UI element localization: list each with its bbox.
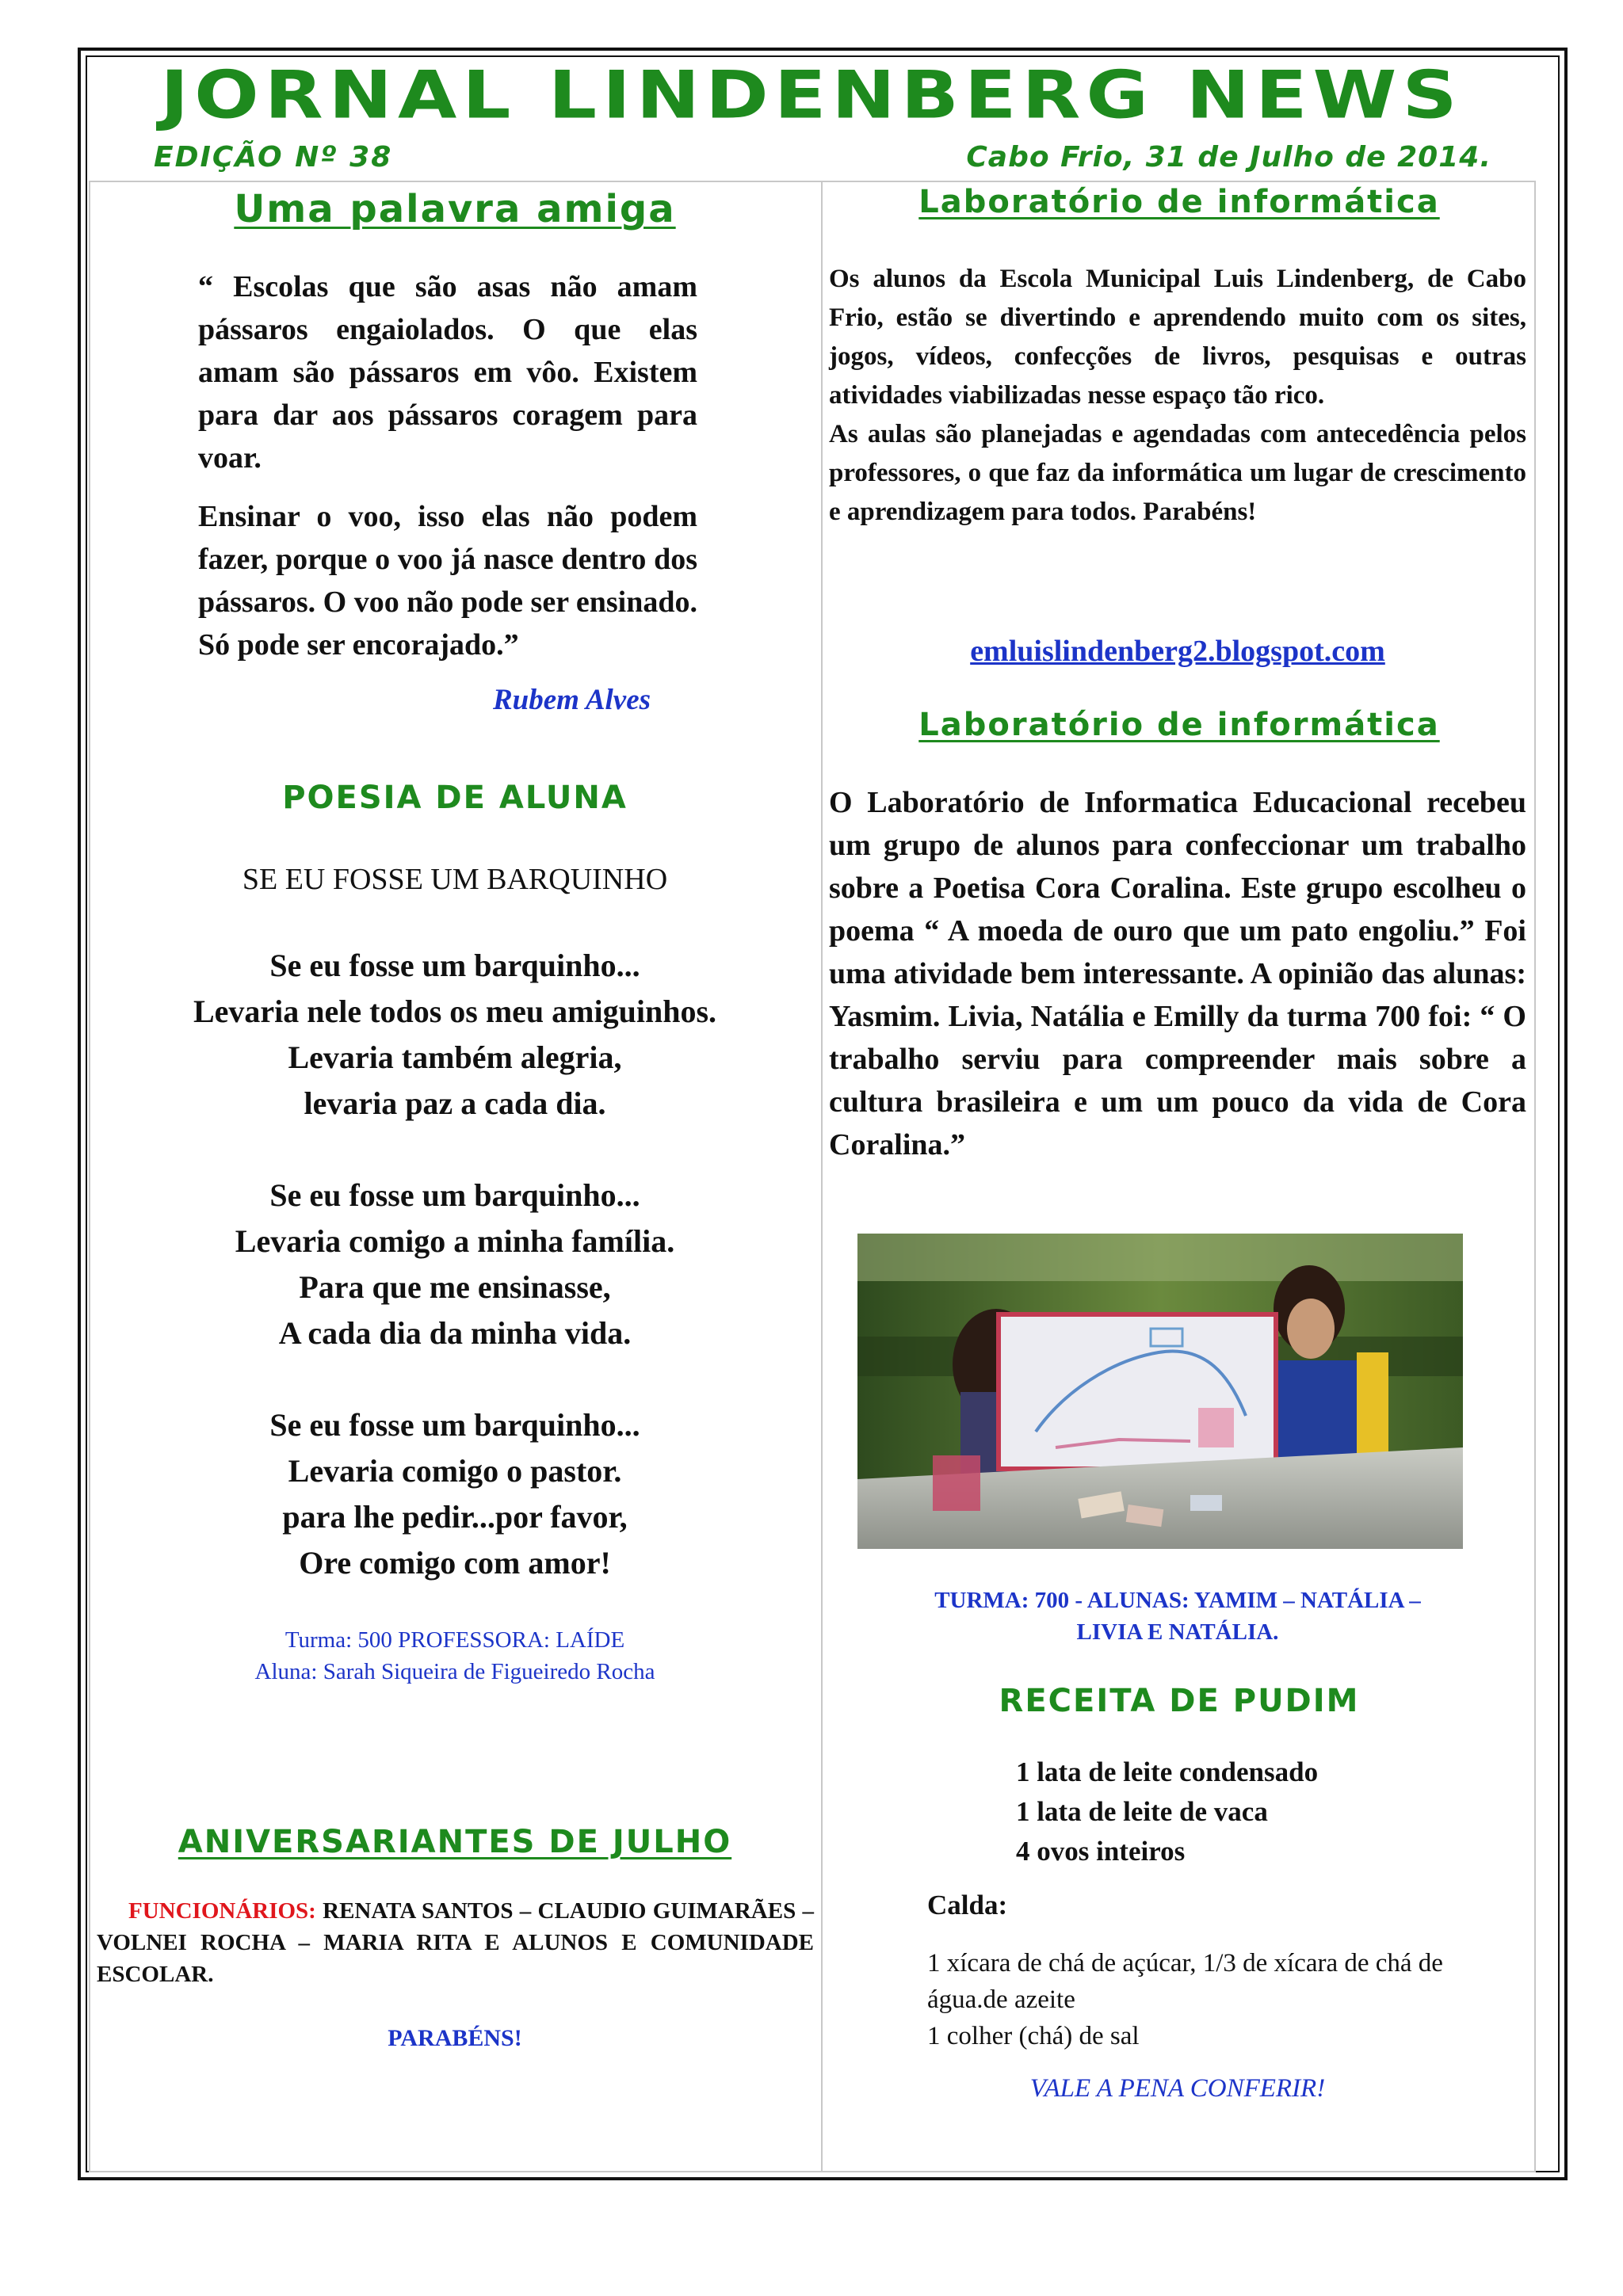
edition-number: EDIÇÃO Nº 38 — [154, 141, 393, 174]
poem-line: para lhe pedir...por favor, — [282, 1499, 628, 1535]
ingredient-item: 1 lata de leite condensado — [1016, 1756, 1319, 1787]
birthday-list — [97, 1895, 814, 1990]
section-title-laboratorio-1: Laboratório de informática — [918, 184, 1440, 220]
poem-line: Levaria comigo o pastor. — [288, 1453, 622, 1489]
poem-stanza-1 — [89, 943, 821, 1127]
calda-line: 1 colher (chá) de sal — [927, 2022, 1140, 2050]
column-divider — [821, 181, 823, 2172]
closing-text: VALE A PENA CONFERIR! — [1029, 2074, 1326, 2103]
poem-line: Se eu fosse um barquinho... — [269, 1177, 640, 1213]
poem-line: levaria paz a cada dia. — [304, 1085, 606, 1121]
section-title-aniversariantes: ANIVERSARIANTES DE JULHO — [178, 1824, 732, 1860]
poem-line: Se eu fosse um barquinho... — [269, 1407, 640, 1443]
poem-line: Se eu fosse um barquinho... — [269, 948, 640, 983]
staff-names: RENATA SANTOS – CLAUDIO GUIMARÃES – VOLNEI ROCHA – MARIA RITA E ALUNOS E COMUNIDADE ESCOLAR. — [97, 1898, 814, 1987]
poem-stanza-2 — [89, 1173, 821, 1356]
poem-line: Ore comigo com amor! — [299, 1545, 611, 1581]
calda-instructions — [927, 1945, 1529, 2054]
section-title-receita: RECEITA DE PUDIM — [999, 1683, 1360, 1719]
calda-line: 1 xícara de chá de açúcar, 1/3 de xícara de chá de água.de azeite — [927, 1949, 1443, 2014]
quote-author: Rubem Alves — [493, 684, 651, 716]
lab-paragraph-1b: As aulas são planejadas e agendadas com antecedência pelos professores, o que faz da informática um lugar de crescimento e aprendizagem para todos. Parabéns! — [829, 420, 1526, 526]
ingredient-list — [1016, 1753, 1318, 1871]
blog-link[interactable]: emluislindenberg2.blogspot.com — [970, 635, 1385, 668]
newspaper-title: JORNAL LINDENBERG NEWS — [160, 56, 1463, 134]
poem-credits — [89, 1624, 821, 1688]
congrats-text: PARABÉNS! — [388, 2025, 522, 2051]
photo-caption-line-1: TURMA: 700 - ALUNAS: YAMIM – NATÁLIA – — [934, 1588, 1421, 1613]
photo-caption-line-2: LIVIA E NATÁLIA. — [1076, 1619, 1279, 1645]
quote-paragraph-1: “ Escolas que são asas não amam pássaros engaiolados. O que elas amam são pássaros em vôo. Existem para dar aos pássaros coragem para voar. — [198, 270, 697, 475]
poem-class: Turma: 500 PROFESSORA: LAÍDE — [285, 1627, 625, 1653]
section-title-palavra-amiga: Uma palavra amiga — [234, 187, 676, 231]
poem-line: Levaria nele todos os meu amiguinhos. — [193, 994, 717, 1029]
lab-paragraph-1a: Os alunos da Escola Municipal Luis Lindenberg, de Cabo Frio, estão se divertindo e aprendendo muito com os sites, jogos, vídeos, confecções de livros, pesquisas e outras atividades viabilizadas nesse espaço tão rico. — [829, 265, 1526, 410]
class-photo — [857, 1234, 1463, 1549]
dateline: Cabo Frio, 31 de Julho de 2014. — [966, 141, 1491, 174]
lab-paragraph-2: O Laboratório de Informatica Educacional recebeu um grupo de alunos para confeccionar um trabalho sobre a Poetisa Cora Coralina. Este grupo escolheu o poema “ A moeda de ouro que um pato engoliu.” Foi uma atividade bem interessante. A opinião das alunas: Yasmim. Livia, Natália e Emilly da turma 700 foi: “ O trabalho serviu para compreender mais sobre a cultura brasileira e um um pouco da vida de Cora Coralina.” — [829, 786, 1526, 1161]
poem-line: Levaria comigo a minha família. — [235, 1223, 675, 1259]
section-title-laboratorio-2: Laboratório de informática — [918, 707, 1440, 743]
poem-line: A cada dia da minha vida. — [278, 1315, 632, 1351]
lab-paragraph-1 — [829, 260, 1526, 532]
poem-student: Aluna: Sarah Siqueira de Figueiredo Rocha — [254, 1659, 655, 1684]
section-title-poesia: POESIA DE ALUNA — [282, 780, 628, 816]
calda-label: Calda: — [927, 1890, 1008, 1920]
photo-caption — [829, 1585, 1526, 1648]
poem-stanza-3 — [89, 1402, 821, 1586]
quote-paragraph-2: Ensinar o voo, isso elas não podem fazer, porque o voo já nasce dentro dos pássaros. O voo não pode ser ensinado. Só pode ser encorajado.” — [198, 500, 697, 662]
staff-label: FUNCIONÁRIOS: — [128, 1898, 316, 1924]
ingredient-item: 4 ovos inteiros — [1016, 1836, 1186, 1867]
poem-line: Para que me ensinasse, — [299, 1269, 611, 1305]
quote-block — [198, 265, 697, 682]
poem-line: Levaria também alegria, — [288, 1039, 622, 1075]
ingredient-item: 1 lata de leite de vaca — [1016, 1796, 1268, 1827]
poem-title: SE EU FOSSE UM BARQUINHO — [242, 863, 668, 896]
